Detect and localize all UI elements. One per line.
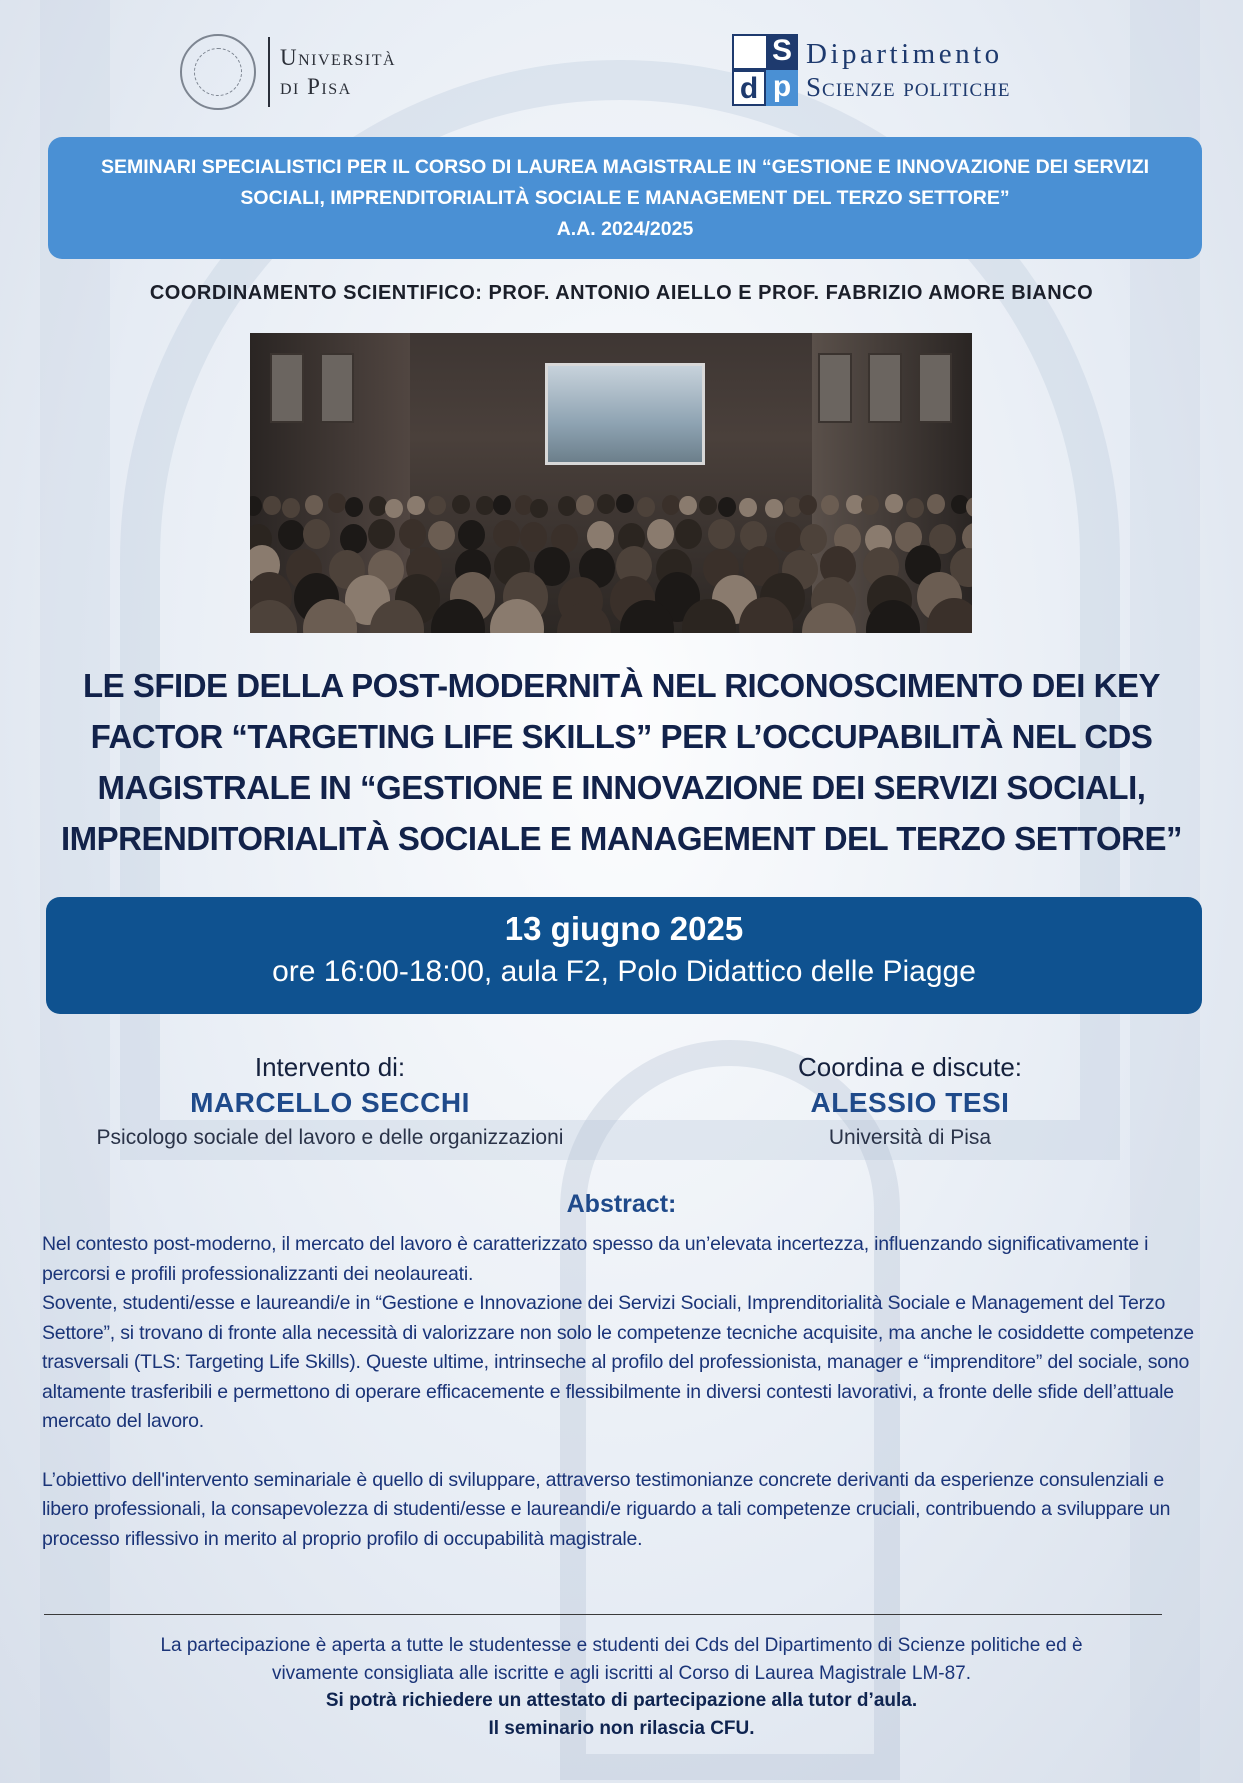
audience-head xyxy=(520,522,547,552)
audience-head xyxy=(278,520,305,550)
university-seal-icon xyxy=(180,34,256,110)
audience-head xyxy=(530,499,548,519)
audience-head xyxy=(476,496,494,516)
audience-head xyxy=(906,498,924,518)
footer-notes: La partecipazione è aperta a tutte le studentesse e studenti dei Cds del Dipartimento di Scienze politiche ed è vivamente consigliata alle iscritte e agli iscritti al Corso di Laurea Magistrale LM-87. Si potrà richiedere un attestato di partecipazione alla tutor d’aula. Il seminario non rilascia CFU. xyxy=(160,1635,1083,1739)
audience-head xyxy=(399,519,426,549)
audience-head xyxy=(616,494,634,514)
audience-head xyxy=(345,497,363,517)
audience-head xyxy=(493,520,520,550)
speaker-role: Intervento di: xyxy=(254,1052,406,1082)
audience-head xyxy=(369,496,387,516)
scientific-coordination: COORDINAMENTO SCIENTIFICO: PROF. ANTONIO AIELLO E PROF. FABRIZIO AMORE BIANCO xyxy=(149,282,1094,304)
audience-head xyxy=(637,497,655,517)
audience-head xyxy=(282,498,300,518)
audience-head xyxy=(407,496,425,516)
abstract-paragraph: L’obiettivo dell'intervento seminariale è quello di sviluppare, attraverso testimonianze concrete derivanti da esperienze consulenziali e libero professionali, la consapevolezza di studenti/esse e laureandi/e riguardo a tali competenze cruciali, contribuendo a sviluppare un processo riflessivo in merito al proprio profilo di occupabilità magistrale. xyxy=(42,1468,1171,1550)
audience-head xyxy=(699,496,717,516)
seminar-series-banner: SEMINARI SPECIALISTICI PER IL CORSO DI LAUREA MAGISTRALE IN “GESTIONE E INNOVAZIONE DEI SERVIZI SOCIALI, IMPRENDITORIALITÀ SOCIALE E MANAGEMENT DEL TERZO SETTORE” A.A. 2024/2025 xyxy=(48,137,1202,259)
university-logo xyxy=(180,34,396,110)
audience-head xyxy=(821,495,839,515)
department-name: Dipartimento Scienze politiche xyxy=(806,38,1011,102)
audience-head xyxy=(708,519,735,549)
speaker-right xyxy=(700,1050,1120,1154)
audience-head xyxy=(452,495,470,515)
audience-head xyxy=(765,499,783,519)
audience-head xyxy=(885,494,903,514)
lecture-hall-photo xyxy=(250,333,972,633)
speaker-name: MARCELLO SECCHI xyxy=(190,1087,470,1118)
audience-head xyxy=(647,519,674,549)
audience-head xyxy=(303,519,330,549)
university-name: Università di Pisa xyxy=(280,45,397,99)
audience-head xyxy=(458,520,485,550)
discussant-role: Coordina e discute: xyxy=(797,1052,1023,1082)
audience xyxy=(250,483,972,633)
speaker-left xyxy=(40,1050,620,1154)
department-logo xyxy=(732,32,1010,108)
seminar-title: LE SFIDE DELLA POST-MODERNITÀ NEL RICONOSCIMENTO DEI KEY FACTOR “TARGETING LIFE SKILLS” PER L’OCCUPABILITÀ NEL CDS MAGISTRALE IN “GESTIONE E INNOVAZIONE DEI SERVIZI SOCIALI, IMPRENDITORIALITÀ SOCIALE E MANAGEMENT DEL TERZO SETTORE” xyxy=(60,667,1183,857)
discussant-affiliation: Università di Pisa xyxy=(828,1126,992,1149)
abstract-paragraph: Sovente, studenti/esse e laureandi/e in “Gestione e Innovazione dei Servizi Sociali, Imprenditorialità Sociale e Management del Terzo Settore”, si trovano di fronte alla necessità di valorizzare non solo le competenze tecniche acquisite, ma anche le cosiddette competenze trasversali (TLS: Targeting Life Skills). Queste ultime, intrinseche al profilo del professionista, manager e “imprenditore” del sociale, sono altamente trasferibili e permettono di operare efficacemente e flessibilmente in diversi contesti lavorativi, a fronte delle sfide dell’attuale mercato del lavoro. xyxy=(42,1292,1194,1432)
audience-head xyxy=(368,519,395,549)
audience-head xyxy=(587,521,614,551)
audience-head xyxy=(775,522,802,552)
speaker-affiliation: Psicologo sociale del lavoro e delle organizzazioni xyxy=(96,1126,564,1149)
footer-divider xyxy=(44,1614,1162,1615)
audience-head xyxy=(428,496,446,516)
audience-head xyxy=(966,497,972,517)
audience-head xyxy=(558,496,576,516)
projection-screen xyxy=(545,363,705,465)
audience-head xyxy=(861,495,879,515)
audience-head xyxy=(662,495,680,515)
audience-head xyxy=(597,494,615,514)
audience-head xyxy=(263,496,281,516)
audience-head xyxy=(305,495,323,515)
audience-head xyxy=(250,496,262,516)
audience-head xyxy=(799,495,817,515)
event-date: 13 giugno 2025 xyxy=(504,910,744,947)
logo-divider xyxy=(268,37,270,107)
audience-head xyxy=(927,494,945,514)
abstract-body xyxy=(42,1230,1212,1554)
audience-head xyxy=(328,493,346,513)
audience-head xyxy=(739,498,757,518)
discussant-name: ALESSIO TESI xyxy=(810,1087,1010,1118)
audience-head xyxy=(679,496,697,516)
department-mark-icon: S d p xyxy=(732,34,798,106)
audience-head xyxy=(576,495,594,515)
abstract-heading: Abstract: xyxy=(566,1190,677,1218)
audience-head xyxy=(718,497,736,517)
event-date-banner xyxy=(46,897,1202,1014)
audience-head xyxy=(385,499,403,519)
audience-head xyxy=(675,519,702,549)
audience-head xyxy=(493,495,511,515)
audience-head xyxy=(428,521,455,551)
event-time-place: ore 16:00-18:00, aula F2, Polo Didattico delle Piagge xyxy=(272,955,976,988)
abstract-paragraph: Nel contesto post-moderno, il mercato del lavoro è caratterizzato spesso da un’elevata incertezza, influenzando significativamente i percorsi e profili professionalizzanti dei neolaureati. xyxy=(42,1233,1149,1285)
